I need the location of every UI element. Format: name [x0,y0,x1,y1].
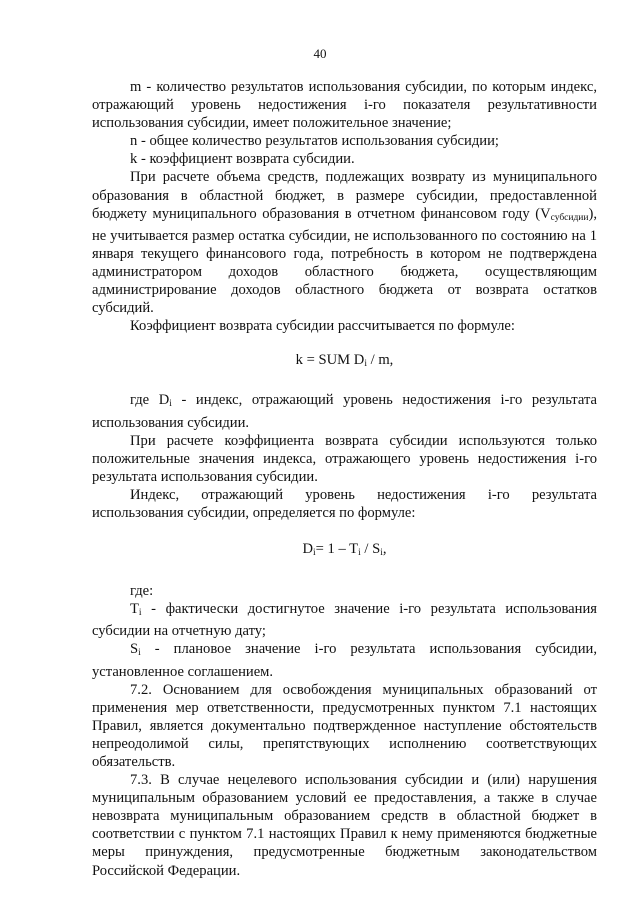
paragraph-index-intro: Индекс, отражающий уровень недостижения i-го результата использования субсидии, определяется по формуле: [92,486,597,521]
page-number: 40 [313,46,327,61]
paragraph-n-definition: n - общее количество результатов использования субсидии; [130,133,499,150]
paragraph-t-definition: $T_i$ - фактически достигнутое значение i-го результата использования субсидии на отчетную дату; [92,601,597,640]
formula-d: $D_i= 1 - T_i / S_i$, [302,541,387,559]
paragraph-k-definition: k - коэффициент возврата субсидии. [130,151,355,168]
paragraph-7-3: 7.3. В случае нецелевого использования субсидии и (или) нарушения муниципальным образованием условий ее предоставления, а также в случае невозврата муниципальным образованием средств в областной бюджет в соответствии с пунктом 7.1 настоящих Правил к нему применяются бюджетные меры принуждения, предусмотренные бюджетным законодательством Российской Федерации. [92,772,597,879]
paragraph-positive-only: При расчете коэффициента возврата субсидии используются только положительные значения индекса, отражающего уровень недостижения i-го результата использования субсидии. [92,432,597,485]
formula-k: k = SUM $D_i$ / m, [295,352,394,370]
paragraph-m-definition: m - количество результатов использования субсидии, по которым индекс, отражающий уровень недостижения i-го показателя результативности использования субсидии, имеет положительное значение; [92,79,597,132]
paragraph-7-2: 7.2. Основанием для освобождения муниципальных образований от применения мер ответственности, предусмотренных пунктом 7.1 настоящих Правил, является документально подтвержденное наступление обстоятельств непреодолимой силы, препятствующих исполнению соответствующих обязательств. [92,681,597,770]
paragraph-where: где: [130,583,154,600]
paragraph-s-definition: $S_i$ - плановое значение i-го результата использования субсидии, установленное соглашением. [92,641,597,680]
paragraph-k-formula-intro: Коэффициент возврата субсидии рассчитывается по формуле: [130,318,515,335]
paragraph-calculation-volume: При расчете объема средств, подлежащих возврату из муниципального образования в областной бюджет, в размере субсидии, предоставленной бюджету муниципального образования в отчетном финансовом году $(V_{субсидии})$, не учитывается размер остатка субсидии, не использованного по состоянию на 1 января текущего финансового года, потребность в котором не подтверждена администратором доходов областного бюджета, осуществляющим администрирование доходов областного бюджета от возврата остатков субсидий. [92,169,597,317]
document-body [92,78,597,880]
paragraph-where-d: где $D_i$ - индекс, отражающий уровень недостижения i-го результата использования субсидии. [92,392,597,431]
